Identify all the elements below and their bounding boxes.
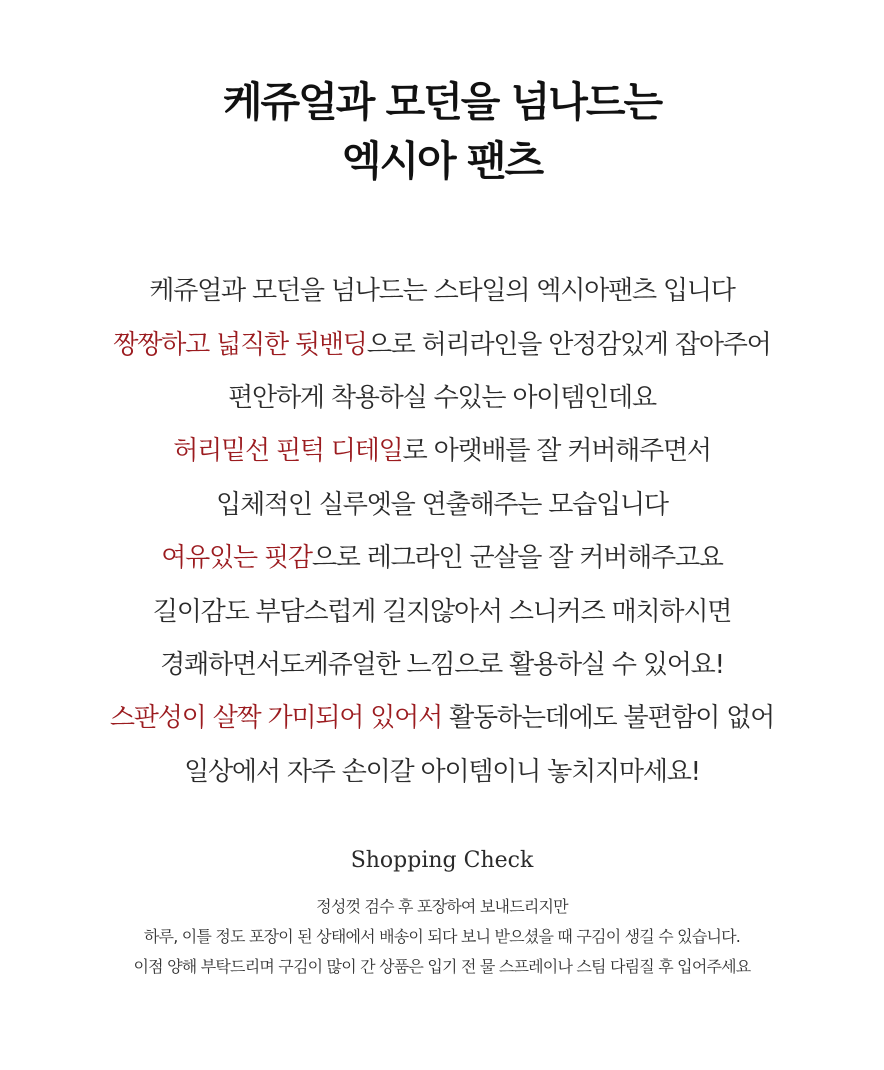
description-line: 입체적인 실루엣을 연출해주는 모습입니다 bbox=[216, 489, 668, 520]
shopping-check-notice bbox=[0, 890, 884, 980]
highlight-text: 짱짱하고 넓직한 뒷밴딩 bbox=[113, 329, 367, 360]
highlight-text: 스판성이 살짝 가미되어 있어서 bbox=[109, 703, 442, 734]
description-text: 으로 허리라인을 안정감있게 잡아주어 bbox=[366, 329, 771, 360]
description-text: 활동하는데에도 불편함이 없어 bbox=[442, 703, 775, 734]
description-line: 길이감도 부담스럽게 길지않아서 스니커즈 매치하시면 bbox=[152, 596, 732, 627]
description-line: 편안하게 착용하실 수있는 아이템인데요 bbox=[228, 382, 656, 413]
description-text: 으로 레그라인 군살을 잘 커버해주고요 bbox=[311, 543, 723, 574]
description-line: 경쾌하면서도케쥬얼한 느낌으로 활용하실 수 있어요! bbox=[160, 649, 724, 680]
description-text: 로 아랫배를 잘 커버해주면서 bbox=[402, 436, 711, 467]
headline-line-2: 엑시아 팬츠 bbox=[341, 137, 543, 185]
description-line bbox=[0, 529, 884, 582]
shopping-check-title: Shopping Check bbox=[350, 848, 534, 873]
headline-line-1: 케쥬얼과 모던을 넘나드는 bbox=[222, 78, 662, 126]
highlight-text: 여유있는 핏감 bbox=[161, 543, 312, 574]
highlight-text: 허리밑선 핀턱 디테일 bbox=[173, 436, 403, 467]
description-line: 케쥬얼과 모던을 넘나드는 스타일의 엑시아팬츠 입니다 bbox=[149, 276, 735, 307]
product-description bbox=[0, 262, 884, 796]
description-line bbox=[0, 689, 884, 742]
notice-line: 하루, 이틀 정도 포장이 된 상태에서 배송이 되다 보니 받으셨을 때 구김이 생길 수 있습니다. bbox=[143, 926, 741, 946]
notice-line: 이점 양해 부탁드리며 구김이 많이 간 상품은 입기 전 물 스프레이나 스팀 다림질 후 입어주세요 bbox=[133, 956, 751, 976]
description-line: 일상에서 자주 손이갈 아이템이니 놓치지마세요! bbox=[184, 756, 700, 787]
notice-line: 정성껏 검수 후 포장하여 보내드리지만 bbox=[316, 896, 568, 916]
description-line bbox=[0, 315, 884, 368]
description-line bbox=[0, 422, 884, 475]
